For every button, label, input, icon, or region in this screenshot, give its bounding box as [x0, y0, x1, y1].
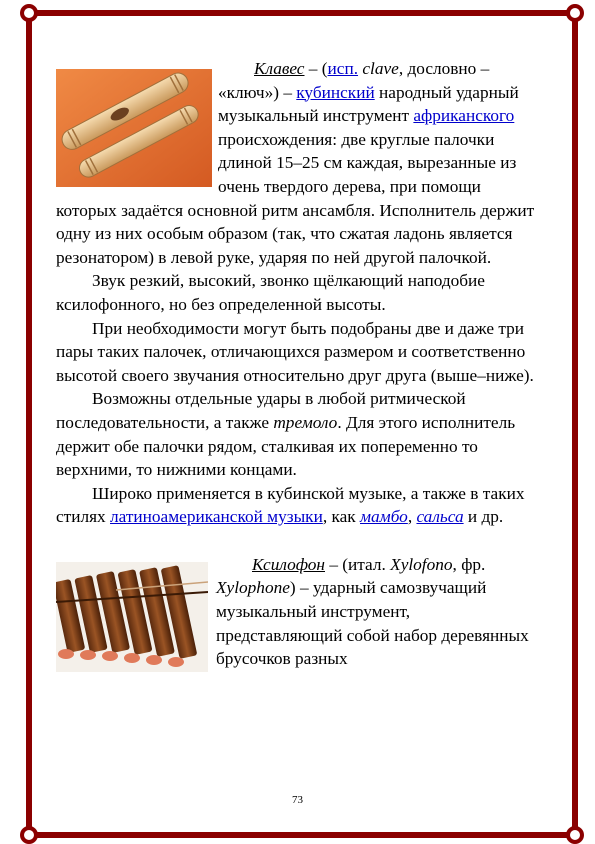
corner-ornament: [566, 4, 584, 22]
border-top: [34, 10, 570, 16]
border-right: [572, 18, 578, 830]
corner-ornament: [20, 4, 38, 22]
link-isp[interactable]: исп.: [327, 59, 359, 78]
term-xylophone: Ксилофон: [252, 554, 325, 574]
section-gap: [56, 529, 540, 553]
link-salsa[interactable]: сальса: [416, 507, 464, 527]
claves-paragraph-3: При необходимости могут быть подобраны две и даже три пары таких палочек, отличающихся размером и соответственно высотой своего звучания относительно друг друга (выше–ниже).: [56, 318, 534, 385]
page-content: [56, 57, 540, 676]
term-claves: Клавес: [254, 59, 305, 78]
claves-photo: [56, 69, 212, 187]
claves-paragraph-1: Клавес – (исп. clave, дословно – «ключ») – кубинский народный ударный музыкальный инструмент африканского происхождения: две круглые палочки длиной 15–25 см каждая, вырезанные из очень твердого дерева, при помощи которых задаётся основной ритм ансамбля. Исполнитель держит одну из них особым образом (так, что сжатая ладонь является резонатором) в левой руке, ударяя по ней другой палочкой.: [56, 59, 535, 267]
corner-ornament: [566, 826, 584, 844]
claves-paragraph-2: Звук резкий, высокий, звонко щёлкающий наподобие ксилофонного, но без определенной высоты.: [56, 271, 485, 314]
claves-paragraph-4: Возможны отдельные удары в любой ритмической последовательности, а также тремоло. Для этого исполнитель держит обе палочки рядом, сталкивая их попеременно то верхними, то нижними концами.: [56, 389, 516, 480]
border-bottom: [34, 832, 570, 838]
xylophone-paragraph-1: Ксилофон – (итал. Xylofono, фр. Xylophone) – ударный самозвучащий музыкальный инструмент, представляющий собой набор деревянных брусочков разных: [216, 554, 529, 669]
xylophone-photo: [56, 562, 208, 672]
link-african[interactable]: африканского: [413, 106, 515, 126]
link-cuban[interactable]: кубинский: [296, 82, 375, 102]
claves-paragraph-5: Широко применяется в кубинской музыке, а также в таких стилях латиноамериканской музыки, как мамбо, сальса и др.: [56, 483, 525, 527]
corner-ornament: [20, 826, 38, 844]
link-latin-music[interactable]: латиноамериканской музыки: [110, 507, 323, 527]
page-number: 73: [292, 794, 303, 806]
border-left: [26, 18, 32, 830]
link-mambo[interactable]: мамбо: [360, 507, 408, 527]
